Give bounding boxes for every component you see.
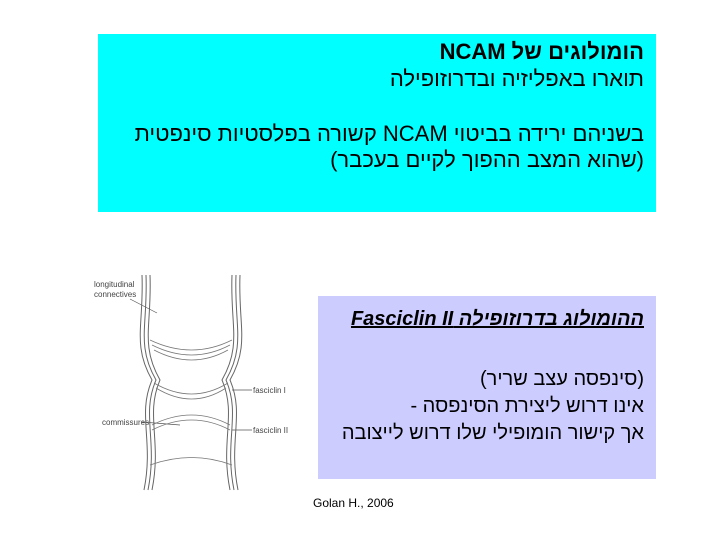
- bottom-text-panel: [318, 296, 656, 479]
- panel-line-3: אינו דרוש ליצירת הסינפסה -: [410, 395, 644, 417]
- panel-title: הומולוגים של NCAM: [439, 39, 644, 64]
- label-longitudinal: longitudinal: [94, 280, 135, 289]
- panel-heading: ההומולוג בדרוזופילה Fasciclin II: [350, 308, 644, 330]
- leader-lines: [130, 299, 252, 430]
- nerve-cord-figure: [82, 265, 327, 495]
- panel-line-2: תוארו באפליזיה ובדרוזופילה: [389, 66, 644, 91]
- label-fasciclin-1: fasciclin I: [253, 386, 286, 395]
- panel-line-4: אך קישור הומופילי שלו דרוש לייצובה: [341, 422, 644, 444]
- top-text-panel: [98, 34, 656, 212]
- commissures: [150, 340, 232, 465]
- panel-line-4: (שהוא המצב ההפוך לקיים בעכבר): [330, 147, 644, 172]
- citation: Golan H., 2006: [313, 496, 394, 510]
- label-fasciclin-2: fasciclin II: [253, 426, 289, 435]
- label-commissures: commissures: [102, 418, 150, 427]
- panel-line-2: (סינפסה עצב שריר): [480, 368, 644, 390]
- panel-line-3: בשניהם ירידה בביטוי NCAM קשורה בפלסטיות סינפטית: [134, 121, 644, 146]
- label-connectives: connectives: [94, 290, 137, 299]
